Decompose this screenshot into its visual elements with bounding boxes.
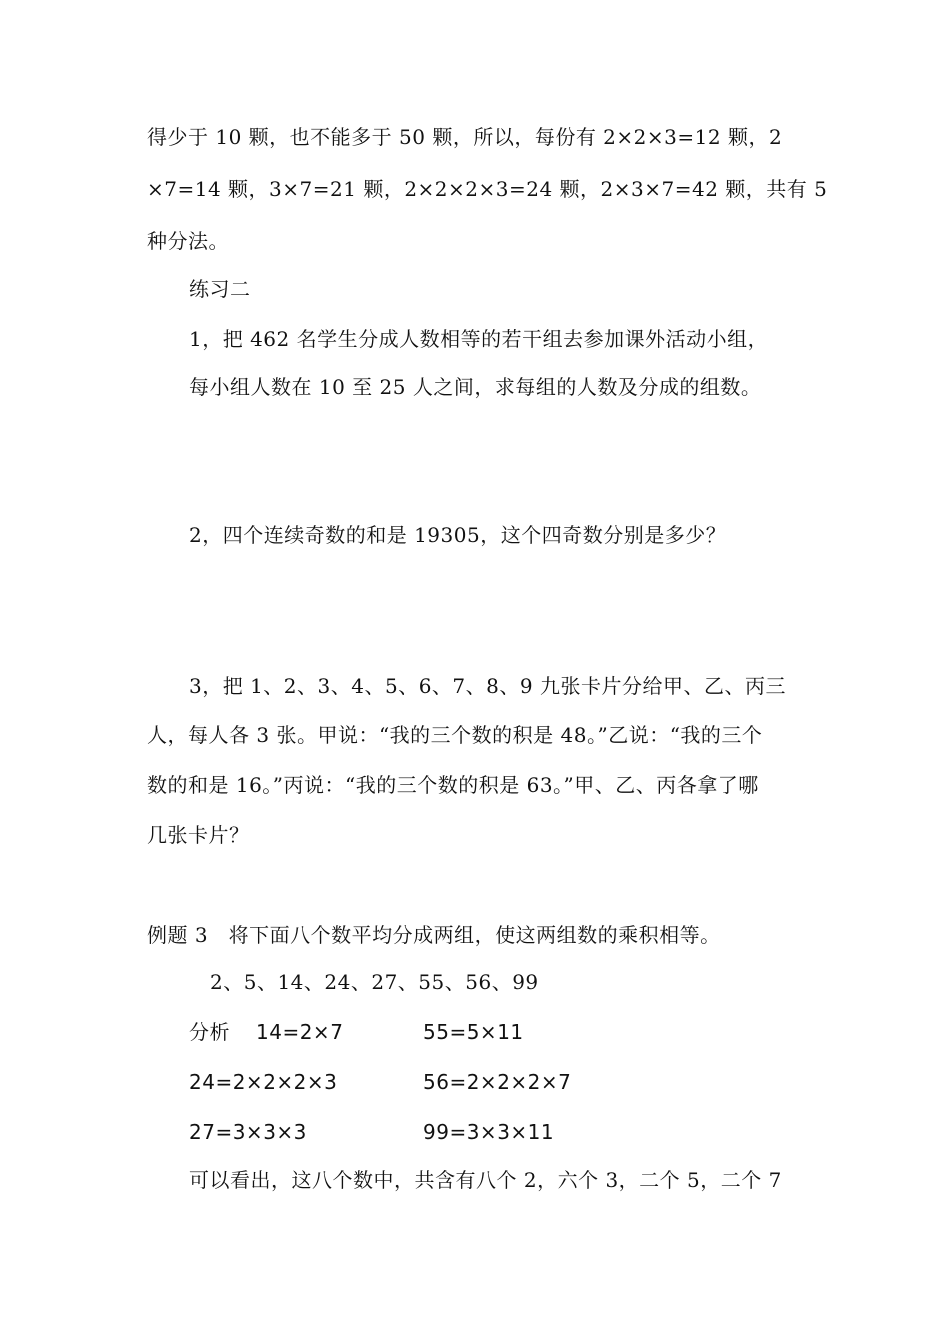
factorization: 56=2×2×2×7 (423, 1070, 572, 1094)
paragraph-line: 种分法。 (147, 229, 229, 253)
paragraph-line: ×7=14 颗，3×7=21 颗，2×2×2×3=24 颗，2×3×7=42 颗，共有 5 (147, 177, 828, 201)
factorization: 14=2×7 (256, 1020, 344, 1044)
paragraph-line: 得少于 10 颗，也不能多于 50 颗，所以，每份有 2×2×3=12 颗，2 (147, 125, 783, 149)
conclusion-line: 可以看出，这八个数中，共含有八个 2，六个 3，二个 5，二个 7 (189, 1168, 782, 1192)
section-heading: 练习二 (189, 277, 251, 301)
example-numbers: 2、5、14、24、27、55、56、99 (210, 970, 539, 994)
example-title: 例题 3 将下面八个数平均分成两组，使这两组数的乘积相等。 (147, 923, 721, 947)
factorization: 99=3×3×11 (423, 1120, 555, 1144)
question-line: 数的和是 16。”丙说：“我的三个数的积是 63。”甲、乙、丙各拿了哪 (147, 773, 759, 797)
factorization: 27=3×3×3 (189, 1120, 307, 1144)
analysis-label: 分析 (189, 1020, 230, 1044)
factorization: 24=2×2×2×3 (189, 1070, 338, 1094)
question-line: 1，把 462 名学生分成人数相等的若干组去参加课外活动小组， (189, 327, 769, 351)
question-line: 人，每人各 3 张。甲说：“我的三个数的积是 48。”乙说：“我的三个 (147, 723, 763, 747)
question-line: 2，四个连续奇数的和是 19305，这个四奇数分别是多少？ (189, 523, 727, 547)
question-line: 3，把 1、2、3、4、5、6、7、8、9 九张卡片分给甲、乙、丙三 (189, 674, 786, 698)
factorization: 55=5×11 (423, 1020, 524, 1044)
question-line: 每小组人数在 10 至 25 人之间，求每组的人数及分成的组数。 (189, 375, 762, 399)
question-line: 几张卡片？ (147, 823, 250, 847)
